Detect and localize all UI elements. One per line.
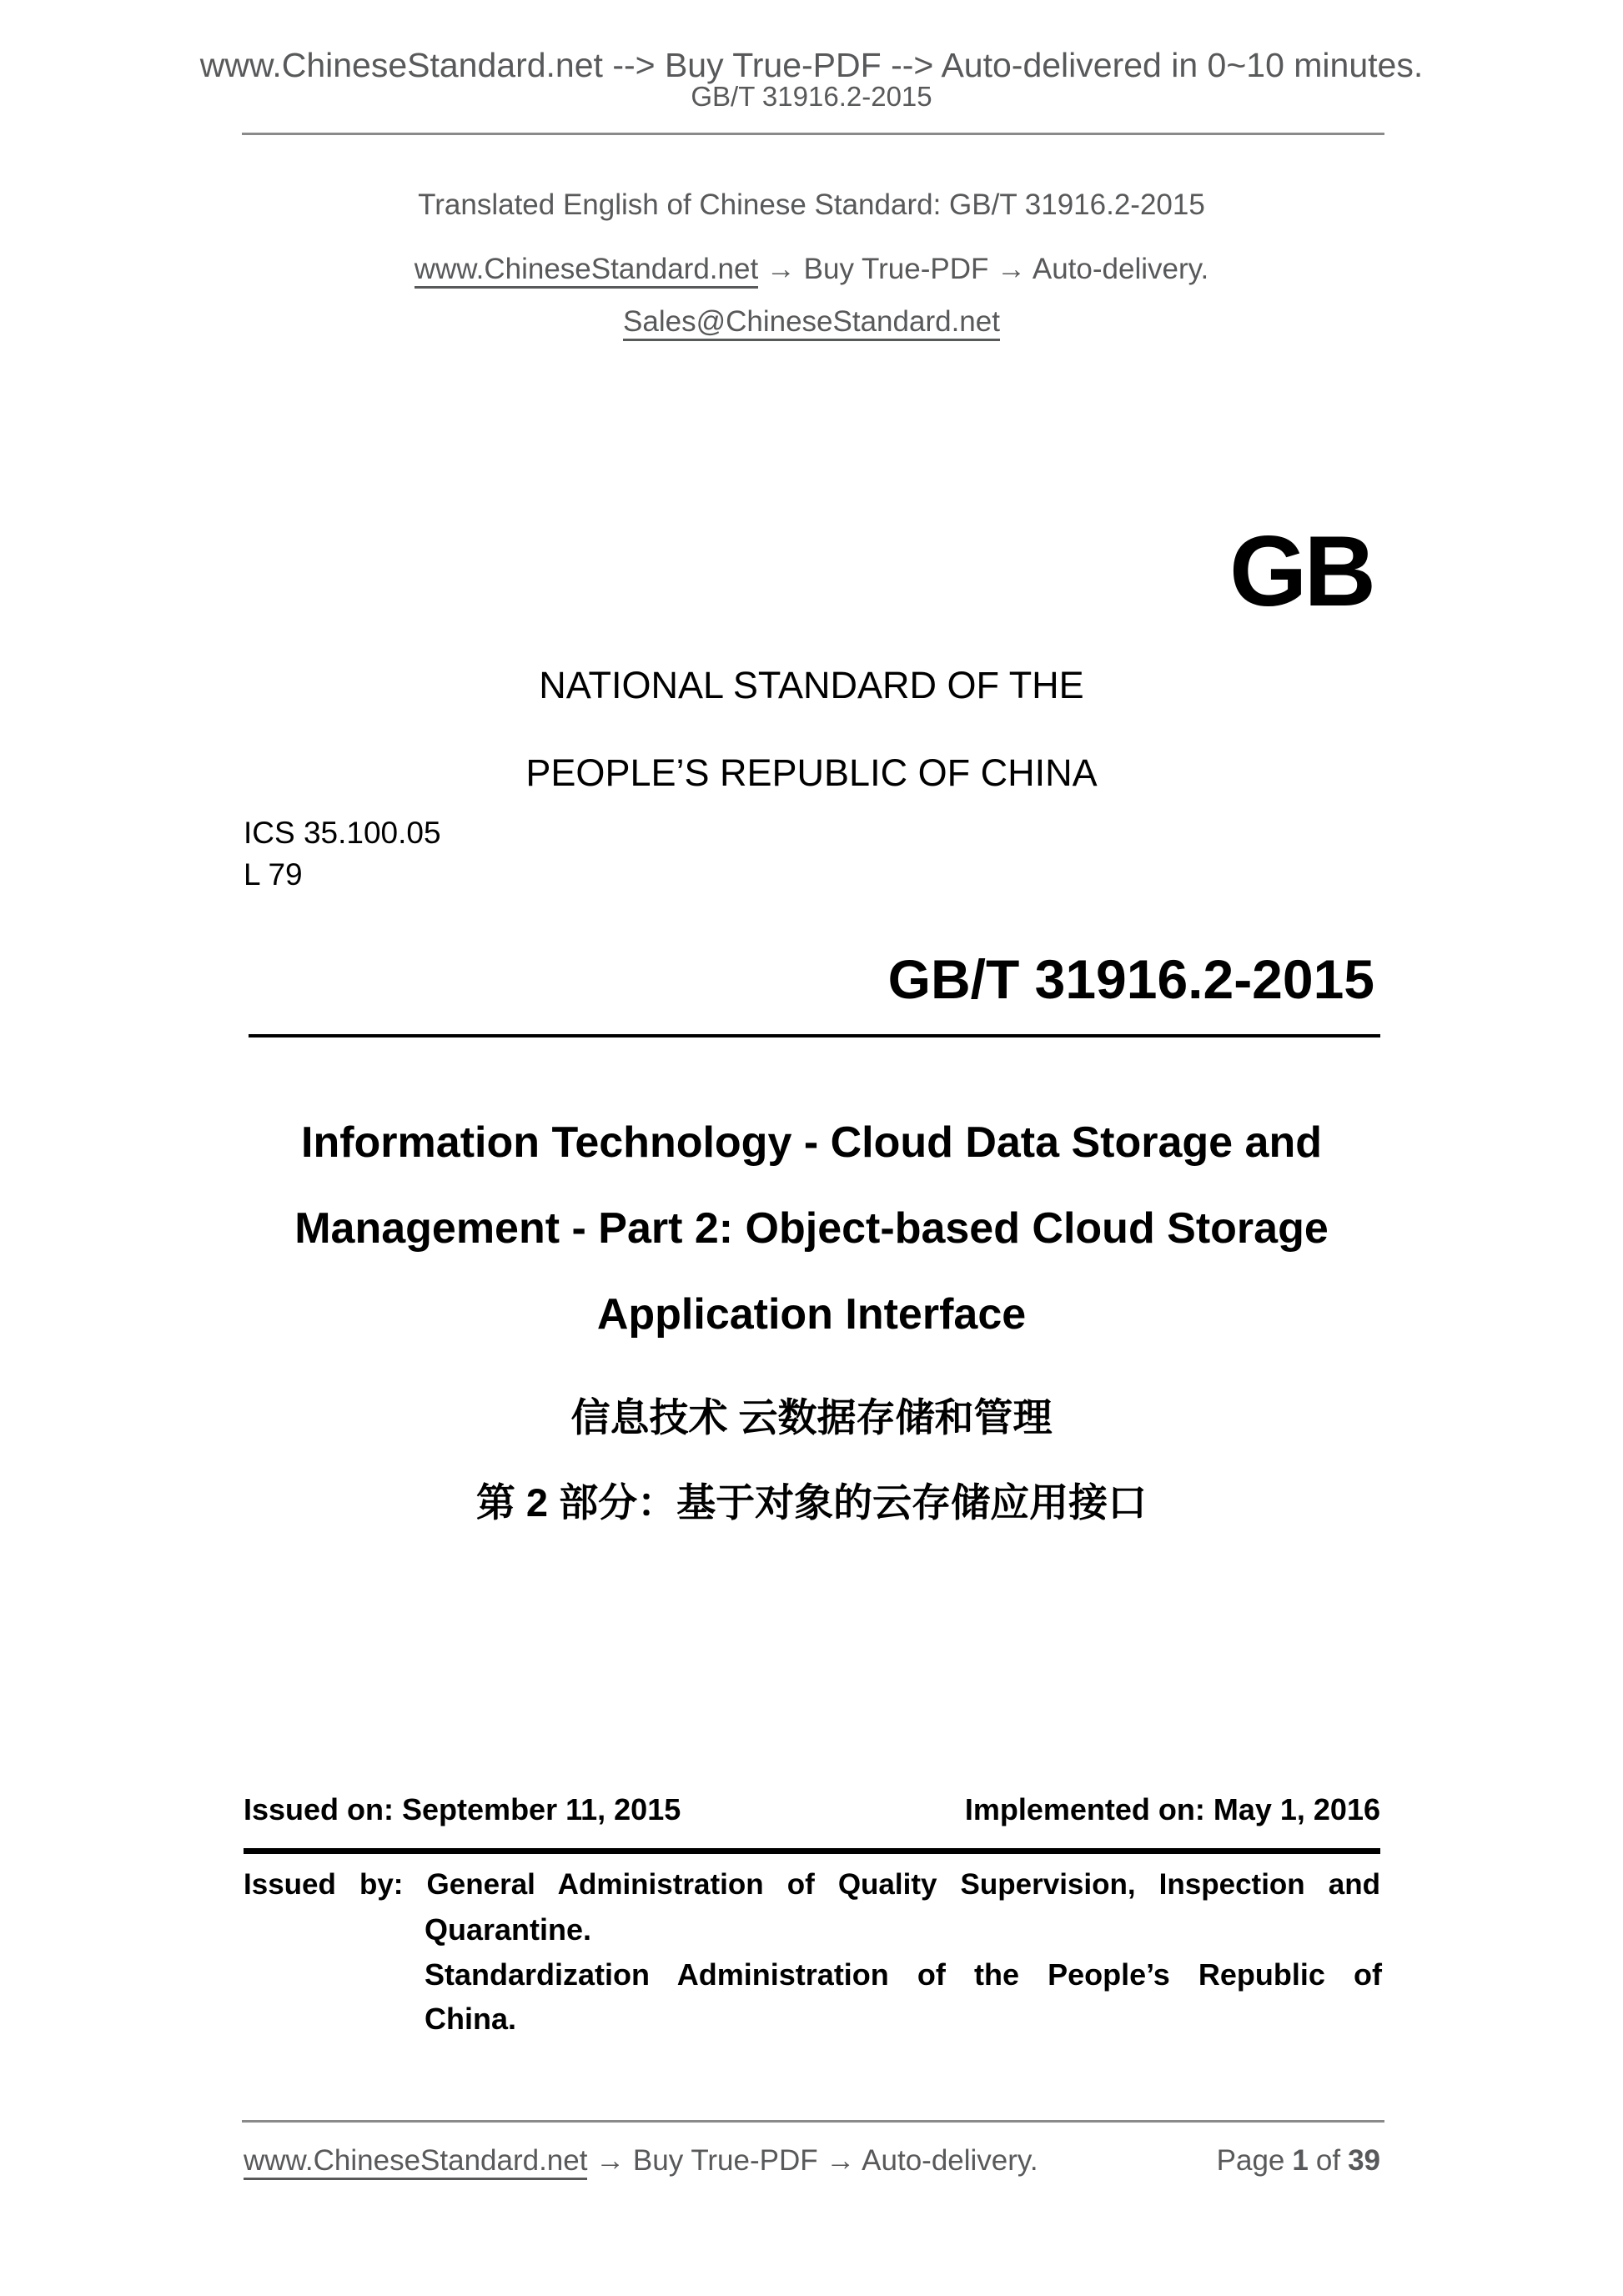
standard-number-divider — [249, 1034, 1380, 1037]
site-promo-rest: → Buy True-PDF → Auto-delivery. — [758, 253, 1209, 285]
issued-by-line4: China. — [425, 2002, 517, 2036]
title-en-line3: Application Interface — [596, 1290, 1027, 1339]
title-zh-line1: 信息技术 云数据存储和管理 — [570, 1395, 1053, 1439]
site-promo-line — [0, 253, 1623, 286]
page-word: Page — [1216, 2144, 1285, 2177]
translated-standard-line: Translated English of Chinese Standard: GB/T 31916.2-2015 — [418, 188, 1205, 221]
dates-divider — [244, 1848, 1380, 1854]
national-standard-line2: PEOPLE’S REPUBLIC OF CHINA — [525, 751, 1098, 794]
header-promo-line: www.ChineseStandard.net --> Buy True-PDF --> Auto-delivered in 0~10 minutes. — [199, 46, 1424, 84]
implemented-on-date: Implemented on: May 1, 2016 — [964, 1792, 1380, 1826]
site-link[interactable]: www.ChineseStandard.net — [415, 253, 758, 289]
header-divider — [242, 133, 1384, 135]
page-indicator — [1217, 2144, 1380, 2178]
footer-divider — [242, 2120, 1384, 2123]
header-doc-code: GB/T 31916.2-2015 — [691, 81, 932, 112]
sales-email-link[interactable]: Sales@ChineseStandard.net — [623, 305, 1000, 341]
sales-email-line — [0, 305, 1623, 339]
footer-row — [244, 2144, 1380, 2178]
class-code: L 79 — [244, 857, 303, 892]
page-total: 39 — [1348, 2144, 1380, 2177]
page-current: 1 — [1292, 2144, 1309, 2177]
issued-by-line3: Standardization Administration of the People’s Republic of — [425, 1957, 1382, 1992]
footer-site-link[interactable]: www.ChineseStandard.net — [244, 2144, 587, 2180]
footer-promo-line — [244, 2144, 1038, 2178]
issued-by-line2: Quarantine. — [425, 1912, 592, 1947]
page-of-word: of — [1315, 2144, 1341, 2177]
issued-by-line1: Issued by: General Administration of Quality Supervision, Inspection and — [244, 1868, 1380, 1901]
title-zh-line2: 第 2 部分：基于对象的云存储应用接口 — [475, 1480, 1148, 1525]
title-en-line2: Management - Part 2: Object-based Cloud Storage — [294, 1204, 1329, 1253]
national-standard-line1: NATIONAL STANDARD OF THE — [539, 664, 1084, 706]
ics-code: ICS 35.100.05 — [244, 816, 441, 850]
standard-number: GB/T 31916.2-2015 — [887, 948, 1374, 1010]
dates-row — [244, 1792, 1380, 1827]
title-en-line1: Information Technology - Cloud Data Storage and — [301, 1118, 1322, 1167]
footer-promo-rest: → Buy True-PDF → Auto-delivery. — [587, 2144, 1038, 2177]
gb-logo: GB — [1229, 515, 1373, 627]
issued-on-date: Issued on: September 11, 2015 — [244, 1792, 681, 1826]
